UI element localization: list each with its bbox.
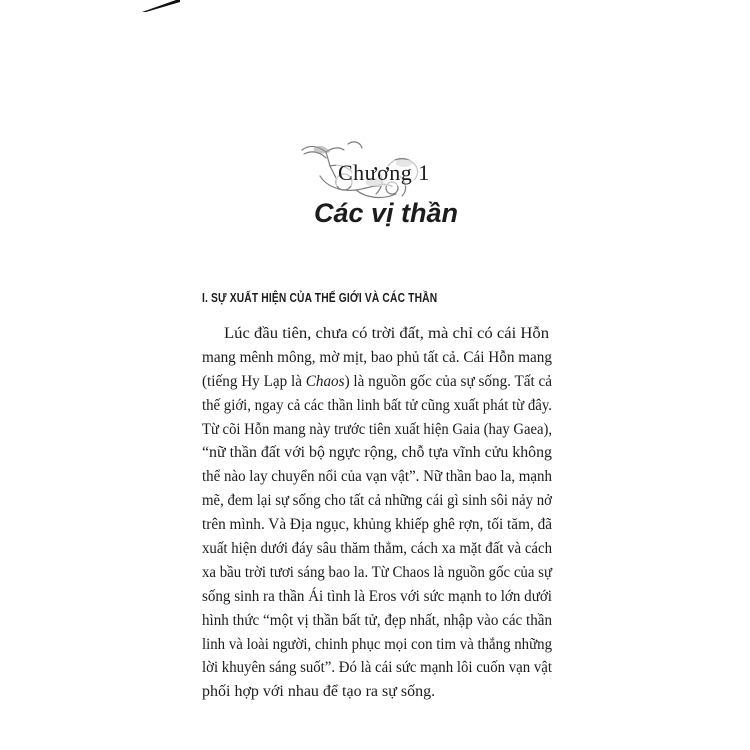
paragraph-line: thế giới, ngay cả các thần linh bất tử cũng xuất phát từ đây. [202,396,552,414]
italic-term: Chaos [305,372,345,390]
paragraph-line: “nữ thần đất với bộ ngực rộng, chỗ tựa vĩnh cửu không [202,444,552,462]
body-paragraph [202,322,552,704]
paragraph-line: trên mình. Và Địa ngục, khủng khiếp ghê rợn, tối tăm, đã [202,516,552,534]
paragraph-line: xa bầu trời tươi sáng bao la. Từ Chaos là nguồn gốc của sự [202,563,552,581]
paragraph-line: Từ cõi Hỗn mang này trước tiên xuất hiện Gaia (hay Gaea), [202,420,552,438]
paragraph-line: Lúc đầu tiên, chưa có trời đất, mà chỉ có cái Hỗn [224,325,550,342]
corner-ink-mark [140,0,180,12]
paragraph-line: hình thức “một vị thần bất tử, đẹp nhất, nhập vào các thần [202,611,552,629]
paragraph-line: phối hợp với nhau để tạo ra sự sống. [202,683,436,701]
paragraph-line: mang mênh mông, mờ mịt, bao phủ tất cả. Cái Hỗn mang [202,348,552,366]
chapter-number: Chương 1 [338,160,430,185]
paragraph-line: mẽ, đem lại sự sống cho tất cả những cái gì sinh sôi nảy nở [202,492,552,510]
paragraph-line: thể nào lay chuyển nổi của vạn vật”. Nữ thần bao la, mạnh [202,468,552,486]
paragraph-line: lời khuyên sáng suốt”. Đó là cái sức mạnh lôi cuốn vạn vật [202,659,552,677]
paragraph-line-segment: ) là nguồn gốc của sự sống. Tất cả [344,372,552,390]
chapter-title: Các vị thần [314,198,459,228]
paragraph-line: linh và loài người, chinh phục mọi con tim và thắng những [202,635,552,653]
paragraph-line-segment: (tiếng Hy Lạp là [202,372,306,390]
paragraph-line: sống sinh ra thần Ái tình là Eros với sức mạnh to lớn dưới [202,587,552,605]
paragraph-line [202,370,552,394]
paragraph-line: xuất hiện dưới đáy sâu thăm thẳm, cách xa mặt đất và cách [202,540,552,558]
section-heading: I. SỰ XUẤT HIỆN CỦA THẾ GIỚI VÀ CÁC THẦN [202,291,438,305]
